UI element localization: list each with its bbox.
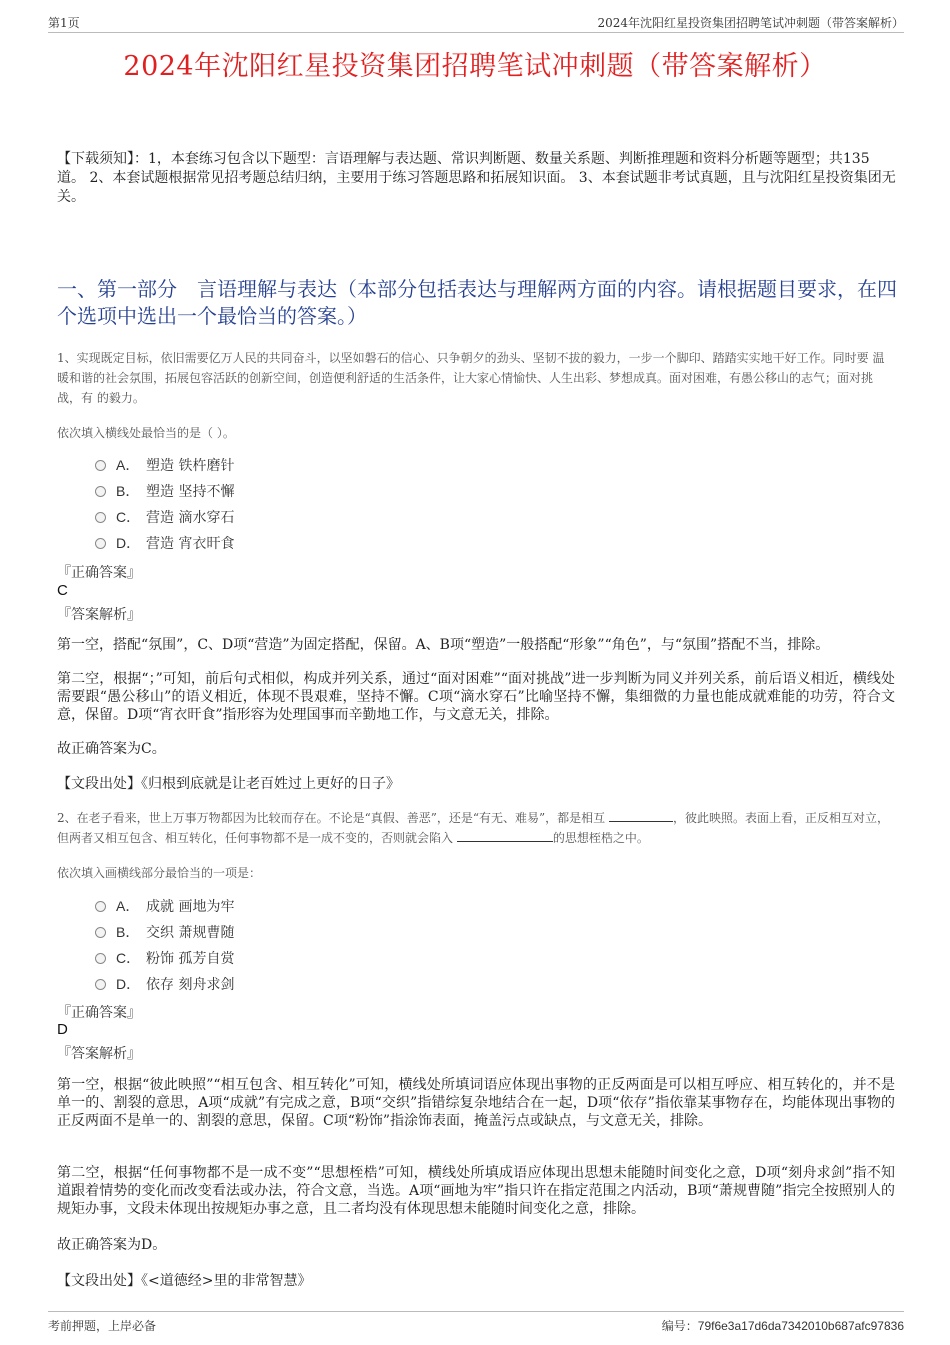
analysis-label: 『答案解析』 — [57, 1046, 141, 1062]
page-footer — [48, 1311, 904, 1338]
radio-icon[interactable] — [95, 486, 106, 497]
correct-answer-value: C — [57, 582, 68, 599]
radio-icon[interactable] — [95, 901, 106, 912]
option-b[interactable]: B． 交织 萧规曹随 — [95, 919, 234, 945]
passage-source: 【文段出处】《归根到底就是让老百姓过上更好的日子》 — [57, 776, 400, 792]
analysis-conclusion: 故正确答案为C。 — [57, 741, 166, 757]
page-title: 2024年沈阳红星投资集团招聘笔试冲刺题（带答案解析） — [123, 51, 827, 82]
option-d[interactable]: D． 营造 宵衣旰食 — [95, 530, 234, 556]
question-1-options — [95, 452, 234, 556]
analysis-paragraph: 第一空，根据“彼此映照”“相互包含、相互转化”可知，横线处所填词语应体现出事物的正反两面是可以相互呼应、相互转化的，并不是单一的、割裂的意思，A项“成就”有完成之意，B项“交织”指错综复杂地结合在一起，D项“依存”指依靠某事物存在，均能体现出事物的正反两面不是单一的、割裂的意思，保留。C项“粉饰”指涂饰表面，掩盖污点或缺点，与文意无关，排除。 — [57, 1077, 895, 1129]
analysis-paragraph: 第二空，根据“；”可知，前后句式相似，构成并列关系，通过“面对困难”“面对挑战”进一步判断为同义并列关系，前后语义相近，横线处需要跟“愚公移山”的语义相近，体现不畏艰难，坚持不懈。C项“滴水穿石”比喻坚持不懈，集细微的力量也能成就难能的功劳，符合文意，保留。D项“宵衣旰食”指形容为处理国事而辛勤地工作，与文意无关，排除。 — [57, 671, 895, 723]
analysis-paragraph: 第一空，搭配“氛围”，C、D项“营造”为固定搭配，保留。A、B项“塑造”一般搭配“形象”“角色”，与“氛围”搭配不当，排除。 — [57, 637, 830, 653]
radio-icon[interactable] — [95, 979, 106, 990]
header-doc-title: 2024年沈阳红星投资集团招聘笔试冲刺题（带答案解析） — [597, 16, 904, 30]
analysis-paragraph: 第二空，根据“任何事物都不是一成不变”“思想桎梏”可知，横线处所填成语应体现出思想未能随时间变化之意，D项“刻舟求剑”指不知道跟着情势的变化而改变看法或办法，符合文意，当选。A项“画地为牢”指只许在指定范围之内活动，B项“萧规曹随”指完全按照别人的规矩办事，文段未体现出按规矩办事之意，且二者均没有体现思想未能随时间变化之意，排除。 — [57, 1165, 895, 1217]
blank-2 — [457, 831, 553, 842]
page-number: 第1页 — [48, 16, 80, 30]
section-title: 一、第一部分 言语理解与表达（本部分包括表达与理解两方面的内容。请根据题目要求，在四个选项中选出一个最恰当的答案。） — [57, 277, 897, 328]
option-a[interactable]: A． 塑造 铁杵磨针 — [95, 452, 234, 478]
question-2-prompt: 依次填入画横线部分最恰当的一项是： — [57, 866, 262, 880]
question-1-text: 1、实现既定目标，依旧需要亿万人民的共同奋斗，以坚如磐石的信心、只争朝夕的劲头、坚韧不拔的毅力，一步一个脚印、踏踏实实地干好工作。同时要 温暖和谐的社会氛围，拓展包容活跃的创新空间，创造便利舒适的生活条件，让大家心情愉快、人生出彩、梦想成真。面对困难，有愚公移山的志气；面对挑战，有 的毅力。 — [57, 351, 885, 405]
radio-icon[interactable] — [95, 953, 106, 964]
question-2-options — [95, 893, 234, 997]
blank-1 — [609, 811, 673, 822]
option-a[interactable]: A． 成就 画地为牢 — [95, 893, 234, 919]
question-2-text: 2、在老子看来，世上万事万物都因为比较而存在。不论是“真假、善恶”，还是“有无、难易”，都是相互 ，彼此映照。表面上看，正反相互对立，但两者又相互包含、相互转化，任何事物都不是一成不变的，否则就会陷入 的思想桎梏之中。 — [57, 811, 890, 845]
download-notice: 【下载须知】：1，本套练习包含以下题型：言语理解与表达题、常识判断题、数量关系题、判断推理题和资料分析题等题型；共135道。 2、本套试题根据常见招考题总结归纳，主要用于练习答题思路和拓展知识面。 3、本套试题非考试真题，且与沈阳红星投资集团无关。 — [57, 151, 896, 205]
option-c[interactable]: C． 营造 滴水穿石 — [95, 504, 234, 530]
radio-icon[interactable] — [95, 927, 106, 938]
passage-source: 【文段出处】《<道德经>里的非常智慧》 — [57, 1273, 312, 1289]
analysis-conclusion: 故正确答案为D。 — [57, 1237, 167, 1253]
radio-icon[interactable] — [95, 460, 106, 471]
correct-answer-label: 『正确答案』 — [57, 1005, 141, 1021]
option-c[interactable]: C． 粉饰 孤芳自赏 — [95, 945, 234, 971]
correct-answer-value: D — [57, 1021, 68, 1038]
correct-answer-label: 『正确答案』 — [57, 565, 141, 581]
analysis-label: 『答案解析』 — [57, 607, 141, 623]
footer-slogan: 考前押题，上岸必备 — [48, 1319, 157, 1333]
radio-icon[interactable] — [95, 512, 106, 523]
option-d[interactable]: D． 依存 刻舟求剑 — [95, 971, 234, 997]
page-header — [48, 14, 904, 33]
question-1-prompt: 依次填入横线处最恰当的是（ ）。 — [57, 426, 235, 440]
document-code: 编号：79f6e3a17d6da7342010b687afc97836 — [661, 1319, 904, 1333]
radio-icon[interactable] — [95, 538, 106, 549]
option-b[interactable]: B． 塑造 坚持不懈 — [95, 478, 234, 504]
